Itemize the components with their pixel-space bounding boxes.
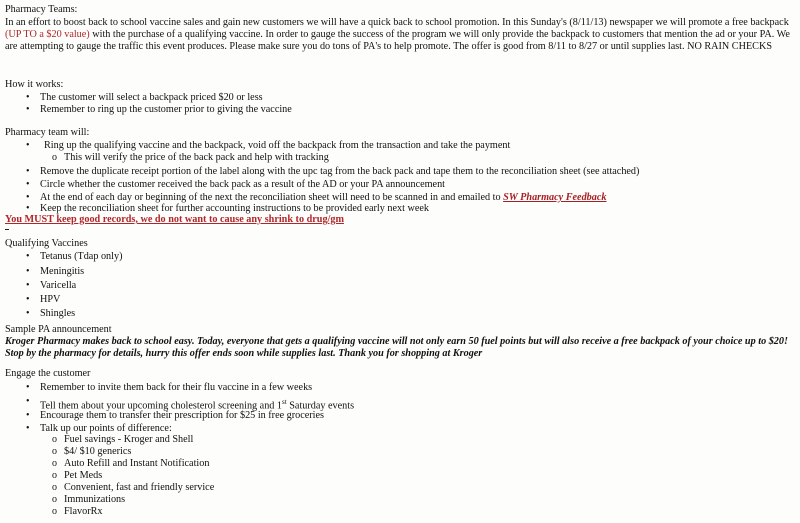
bullet-dot: • <box>26 410 30 421</box>
bullet-dot: • <box>26 266 30 277</box>
bullet-dot: • <box>26 192 30 203</box>
team-sub-item-1: This will verify the price of the back pack and help with tracking <box>64 152 329 163</box>
bullet-dot: • <box>26 92 30 103</box>
heading-pharmacy-team-will: Pharmacy team will: <box>5 127 90 138</box>
engage-item-1: Remember to invite them back for their flu vaccine in a few weeks <box>40 382 313 393</box>
vaccine-item-5: Shingles <box>40 308 76 319</box>
difference-item-3: Auto Refill and Instant Notification <box>64 458 210 469</box>
vaccine-item-2: Meningitis <box>40 266 85 277</box>
records-warning: You MUST keep good records, we do not want to cause any shrink to drug/gm <box>5 214 344 225</box>
heading-sample-pa: Sample PA announcement <box>5 324 112 335</box>
bullet-dot: • <box>26 280 30 291</box>
bullet-circle: o <box>52 446 57 457</box>
divider-dash <box>5 229 9 230</box>
heading-pharmacy-teams: Pharmacy Teams: <box>5 4 78 15</box>
difference-item-2: $4/ $10 generics <box>64 446 132 457</box>
bullet-circle: o <box>52 458 57 469</box>
difference-item-6: Immunizations <box>64 494 126 505</box>
difference-item-1: Fuel savings - Kroger and Shell <box>64 434 194 445</box>
bullet-dot: • <box>26 396 30 407</box>
how-item-2: Remember to ring up the customer prior to giving the vaccine <box>40 104 292 115</box>
sw-pharmacy-feedback-link[interactable]: SW Pharmacy Feedback <box>503 192 607 203</box>
vaccine-item-1: Tetanus (Tdap only) <box>40 251 123 262</box>
bullet-dot: • <box>26 423 30 434</box>
intro-text-1: In an effort to boost back to school vaccine sales and gain new customers we will have a quick back to school promotion. In this Sunday's (8/11/13) newspaper we will promote a free backpack <box>5 17 789 28</box>
intro-highlight: (UP TO a $20 value) <box>5 29 90 40</box>
engage-item-2-sup: st <box>282 398 287 406</box>
heading-engage: Engage the customer <box>5 368 91 379</box>
bullet-dot: • <box>26 251 30 262</box>
engage-item-2b: Saturday events <box>286 400 355 412</box>
bullet-circle: o <box>52 434 57 445</box>
bullet-dot: • <box>26 104 30 115</box>
intro-text-2: with the purchase of a qualifying vaccine. In order to gauge the success of the program we will only provide the backpack to customers that mention the ad or your PA. We are attempting to gauge the traffic this event produces. Please make sure you do tons of PA's to help promote. The offer is good from 8/11 to 8/27 or until supplies last. NO RAIN CHECKS <box>5 29 790 52</box>
bullet-circle: o <box>52 152 57 163</box>
bullet-dot: • <box>26 294 30 305</box>
engage-item-3: Encourage them to transfer their prescription for $25 in free groceries <box>40 410 325 421</box>
difference-item-4: Pet Meds <box>64 470 103 481</box>
vaccine-item-3: Varicella <box>40 280 77 291</box>
difference-item-7: FlavorRx <box>64 506 103 517</box>
bullet-dot: • <box>26 166 30 177</box>
engage-item-4: Talk up our points of difference: <box>40 423 172 434</box>
heading-how-it-works: How it works: <box>5 79 64 90</box>
bullet-dot: • <box>26 308 30 319</box>
sample-pa-text: Kroger Pharmacy makes back to school easy. Today, everyone that gets a qualifying vaccine will not only earn 50 fuel points but will also receive a free backpack of your choice up to $20! Stop by the pharmacy for details, hurry this offer ends soon while supplies last. Thank you for shopping at Kroger <box>5 336 788 359</box>
team-item-4-text: At the end of each day or beginning of the next the reconciliation sheet will need to be scanned in and emailed to <box>40 192 504 203</box>
bullet-dot: • <box>26 140 30 151</box>
bullet-dot: • <box>26 203 30 214</box>
how-item-1: The customer will select a backpack priced $20 or less <box>40 92 263 103</box>
bullet-circle: o <box>52 506 57 517</box>
bullet-dot: • <box>26 382 30 393</box>
bullet-circle: o <box>52 494 57 505</box>
team-item-5: Keep the reconciliation sheet for further accounting instructions to be provided early next week <box>40 203 429 214</box>
intro-paragraph <box>5 17 795 53</box>
team-item-1: Ring up the qualifying vaccine and the backpack, void off the backpack from the transaction and take the payment <box>44 140 511 151</box>
heading-qualifying-vaccines: Qualifying Vaccines <box>5 238 88 249</box>
difference-item-5: Convenient, fast and friendly service <box>64 482 215 493</box>
team-item-3: Circle whether the customer received the back pack as a result of the AD or your PA announcement <box>40 179 446 190</box>
vaccine-item-4: HPV <box>40 294 61 305</box>
engage-item-2a: Tell them about your upcoming cholesterol screening and 1 <box>40 400 283 412</box>
bullet-circle: o <box>52 470 57 481</box>
bullet-dot: • <box>26 179 30 190</box>
bullet-circle: o <box>52 482 57 493</box>
team-item-2: Remove the duplicate receipt portion of the label along with the upc tag from the back pack and tape them to the reconciliation sheet (see attached) <box>40 166 640 177</box>
